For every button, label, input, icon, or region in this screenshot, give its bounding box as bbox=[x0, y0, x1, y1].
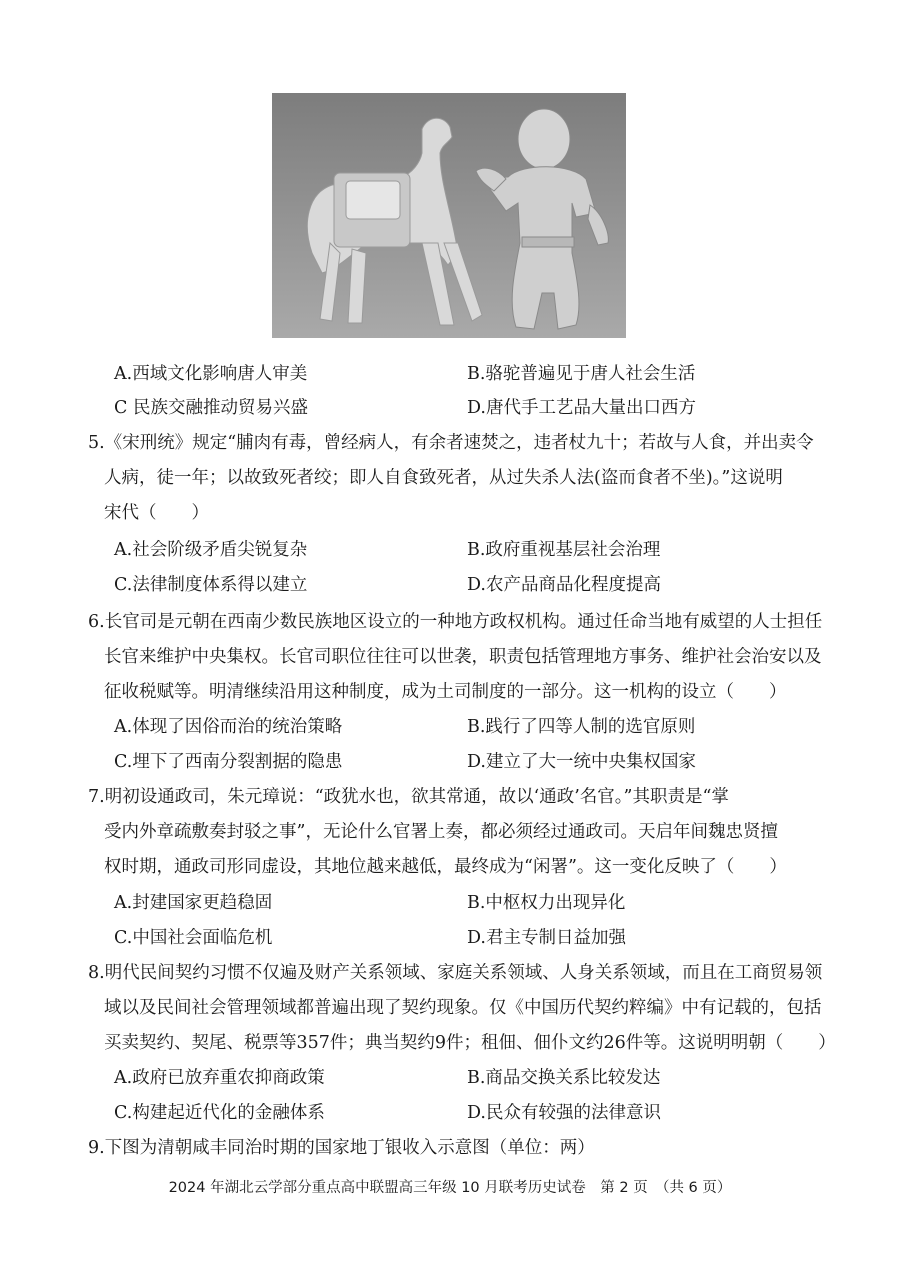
pottery-figures-illustration bbox=[272, 93, 626, 338]
q8-option-a: A.政府已放弃重农抑商政策 bbox=[114, 1068, 325, 1088]
q5-option-c: C.法律制度体系得以建立 bbox=[114, 575, 308, 595]
q7-option-c: C.中国社会面临危机 bbox=[114, 928, 273, 948]
q7-option-a: A.封建国家更趋稳固 bbox=[114, 893, 273, 913]
page-footer: 2024 年湖北云学部分重点高中联盟高三年级 10 月联考历史试卷 第 2 页 （共 6 页） bbox=[168, 1180, 732, 1196]
q7-option-b: B.中枢权力出现异化 bbox=[467, 893, 626, 913]
q8-option-c: C.构建起近代化的金融体系 bbox=[114, 1103, 325, 1123]
q6-stem-line-2: 长官来维护中央集权。长官司职位往往可以世袭，职责包括管理地方事务、维护社会治安以及 bbox=[104, 647, 822, 667]
q6-stem-line-1: 6.长官司是元朝在西南少数民族地区设立的一种地方政权机构。通过任命当地有威望的人士担任 bbox=[88, 612, 823, 632]
q4-option-b: B.骆驼普遍见于唐人社会生活 bbox=[467, 364, 696, 384]
q5-option-d: D.农产品商品化程度提高 bbox=[467, 575, 661, 595]
q5-stem-line-2: 人病，徒一年；以故致死者绞；即人自食致死者，从过失杀人法(盗而食者不坐)。”这说明 bbox=[104, 468, 783, 488]
q7-option-d: D.君主专制日益加强 bbox=[467, 928, 626, 948]
q5-option-a: A.社会阶级矛盾尖锐复杂 bbox=[114, 540, 308, 560]
q7-stem-line-1: 7.明初设通政司，朱元璋说：“政犹水也，欲其常通，故以‘通政’名官。”其职责是“掌 bbox=[88, 787, 729, 807]
q6-option-b: B.践行了四等人制的选官原则 bbox=[467, 717, 696, 737]
q6-option-d: D.建立了大一统中央集权国家 bbox=[467, 752, 696, 772]
q7-stem-line-3: 权时期，通政司形同虚设，其地位越来越低，最终成为“闲署”。这一变化反映了（ ） bbox=[104, 857, 787, 877]
q4-option-c: C 民族交融推动贸易兴盛 bbox=[114, 398, 308, 418]
q8-stem-line-1: 8.明代民间契约习惯不仅遍及财产关系领域、家庭关系领域、人身关系领域，而且在工商贸易领 bbox=[88, 963, 823, 983]
q8-stem-line-2: 域以及民间社会管理领域都普遍出现了契约现象。仅《中国历代契约粹编》中有记载的，包括 bbox=[104, 998, 822, 1018]
q6-option-c: C.埋下了西南分裂割据的隐患 bbox=[114, 752, 343, 772]
q5-stem-line-1: 5.《宋刑统》规定“脯肉有毒，曾经病人，有余者速焚之，违者杖九十；若故与人食，并出卖令 bbox=[88, 433, 814, 453]
q5-option-b: B.政府重视基层社会治理 bbox=[467, 540, 661, 560]
q8-option-d: D.民众有较强的法律意识 bbox=[467, 1103, 661, 1123]
q5-stem-line-3: 宋代（ ） bbox=[104, 503, 209, 523]
q4-option-a: A.西域文化影响唐人审美 bbox=[114, 364, 308, 384]
q8-option-b: B.商品交换关系比较发达 bbox=[467, 1068, 661, 1088]
q4-option-d: D.唐代手工艺品大量出口西方 bbox=[467, 398, 696, 418]
q8-stem-line-3: 买卖契约、契尾、税票等357件；典当契约9件；租佃、佃仆文约26件等。这说明明朝（ ） bbox=[104, 1033, 836, 1053]
tang-pottery-photo bbox=[272, 93, 626, 338]
q6-stem-line-3: 征收税赋等。明清继续沿用这种制度，成为土司制度的一部分。这一机构的设立（ ） bbox=[104, 682, 787, 702]
q7-stem-line-2: 受内外章疏敷奏封驳之事”，无论什么官署上奏，都必须经过通政司。天启年间魏忠贤擅 bbox=[104, 822, 778, 842]
q9-stem-line-1: 9.下图为清朝咸丰同治时期的国家地丁银收入示意图（单位：两） bbox=[88, 1138, 595, 1158]
q6-option-a: A.体现了因俗而治的统治策略 bbox=[114, 717, 343, 737]
